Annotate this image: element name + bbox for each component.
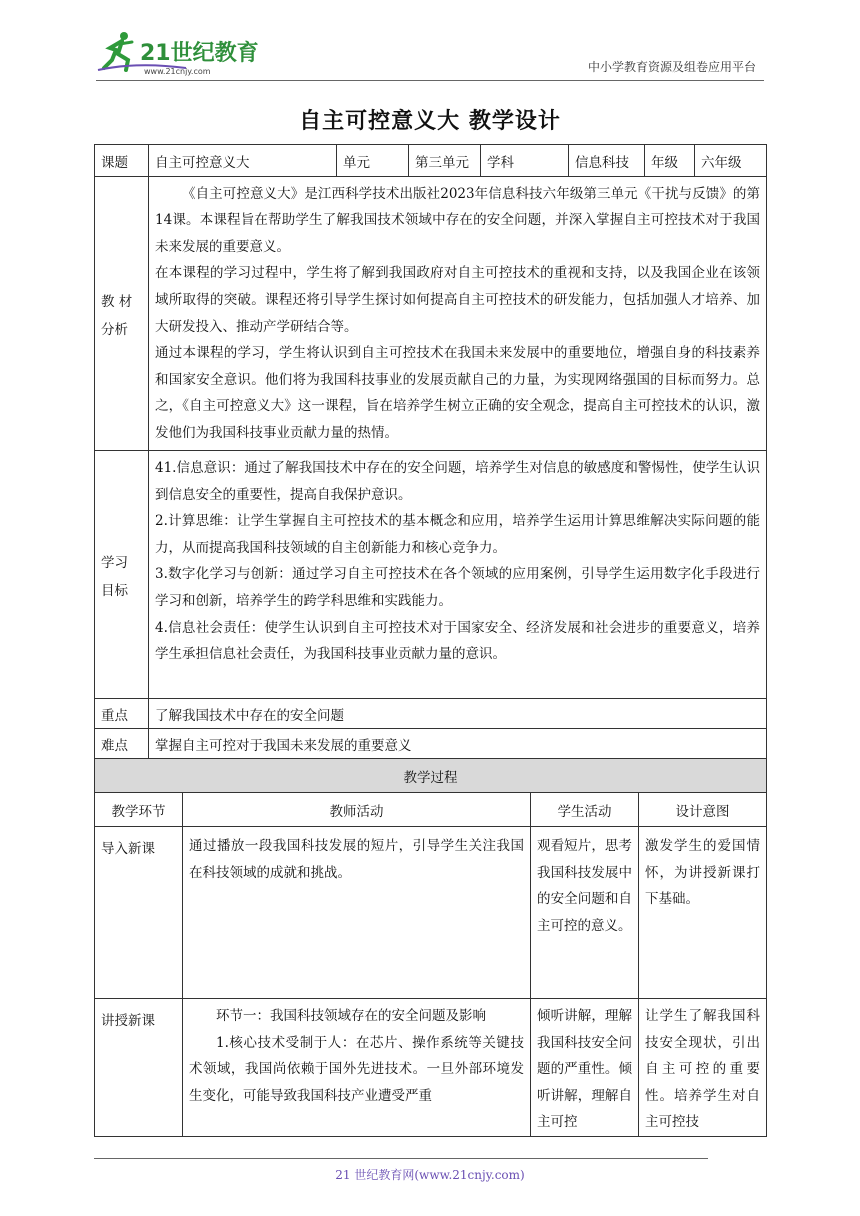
stage-cell: 讲授新课 <box>95 999 183 1137</box>
difficulty-value: 掌握自主可控对于我国未来发展的重要意义 <box>149 729 767 759</box>
process-row-intro <box>95 827 767 999</box>
analysis-label: 教 材 分析 <box>95 177 149 451</box>
intent-cell <box>639 827 767 999</box>
teacher-cell <box>183 999 531 1137</box>
analysis-row <box>95 177 767 451</box>
objectives-content <box>149 451 767 699</box>
document-title: 自主可控意义大 教学设计 <box>299 109 561 134</box>
design-intent: 激发学生的爱国情怀，为讲授新课打下基础。 <box>645 838 760 908</box>
topic-value: 自主可控意义大 <box>149 145 337 177</box>
teaching-process-table <box>94 758 767 1137</box>
process-row-new-lesson <box>95 999 767 1137</box>
footer-divider <box>94 1158 708 1159</box>
teacher-cell <box>183 827 531 999</box>
subject-value: 信息科技 <box>569 145 645 177</box>
objectives-label: 学习 目标 <box>95 451 149 699</box>
difficulty-label: 难点 <box>95 729 149 759</box>
analysis-paragraph: 《自主可控意义大》是江西科学技术出版社2023年信息科技六年级第三单元《干扰与反馈》的第14课。本课程旨在帮助学生了解我国技术领域中存在的安全问题，并深入掌握自主可控技术对于我国未来发展的重要意义。 <box>155 185 760 255</box>
process-title-row <box>95 759 767 793</box>
header-intent: 设计意图 <box>639 793 767 827</box>
header-student: 学生活动 <box>531 793 639 827</box>
student-cell <box>531 827 639 999</box>
logo-url: www.21cnjy.com <box>144 67 211 76</box>
unit-label: 单元 <box>337 145 409 177</box>
teacher-activity: 通过播放一段我国科技发展的短片，引导学生关注我国在科技领域的成就和挑战。 <box>189 838 524 881</box>
logo-text: 21世纪教育 <box>140 41 259 66</box>
header-stage: 教学环节 <box>95 793 183 827</box>
teacher-activity: 1.核心技术受制于人：在芯片、操作系统等关键技术领域，我国尚依赖于国外先进技术。一旦外部环境发生变化，可能导致我国科技产业遭受严重 <box>189 1034 524 1104</box>
objectives-row <box>95 451 767 699</box>
student-activity: 观看短片，思考我国科技发展中的安全问题和自主可控的意义。 <box>537 838 632 934</box>
header-divider <box>96 80 764 81</box>
process-header-row <box>95 793 767 827</box>
objective-item: 3.数字化学习与创新：通过学习自主可控技术在各个领域的应用案例，引导学生运用数字化手段进行学习和创新，培养学生的跨学科思维和实践能力。 <box>155 566 760 609</box>
info-row <box>95 145 767 177</box>
stage-cell: 导入新课 <box>95 827 183 999</box>
grade-label: 年级 <box>645 145 695 177</box>
footer-link[interactable]: 21 世纪教育网(www.21cnjy.com) <box>335 1168 525 1182</box>
analysis-paragraph: 在本课程的学习过程中，学生将了解到我国政府对自主可控技术的重视和支持，以及我国企业在该领域所取得的突破。课程还将引导学生探讨如何提高自主可控技术的研发能力，包括加强人才培养、加大研发投入、推动产学研结合等。 <box>155 265 760 335</box>
page-header <box>0 0 860 90</box>
logo <box>96 30 266 78</box>
key-point-row <box>95 699 767 729</box>
design-intent: 让学生了解我国科技安全现状，引出自主可控的重要性。培养学生对自主可控技 <box>645 1008 760 1131</box>
unit-value: 第三单元 <box>409 145 481 177</box>
objective-item: 4.信息社会责任：使学生认识到自主可控技术对于国家安全、经济发展和社会进步的重要意义，培养学生承担信息社会责任，为我国科技事业贡献力量的意识。 <box>155 619 760 663</box>
subject-label: 学科 <box>481 145 569 177</box>
objective-item: 2.计算思维：让学生掌握自主可控技术的基本概念和应用，培养学生运用计算思维解决实际问题的能力，从而提高我国科技领域的自主创新能力和核心竞争力。 <box>155 513 760 556</box>
key-point-label: 重点 <box>95 699 149 729</box>
difficulty-row <box>95 729 767 759</box>
objective-item: 41.信息意识：通过了解我国技术中存在的安全问题，培养学生对信息的敏感度和警惕性，使学生认识到信息安全的重要性，提高自我保护意识。 <box>155 460 760 503</box>
lesson-info-table <box>94 144 767 759</box>
grade-value: 六年级 <box>695 145 767 177</box>
header-teacher: 教师活动 <box>183 793 531 827</box>
intent-cell <box>639 999 767 1137</box>
topic-label: 课题 <box>95 145 149 177</box>
student-cell <box>531 999 639 1137</box>
analysis-paragraph: 通过本课程的学习，学生将认识到自主可控技术在我国未来发展中的重要地位，增强自身的科技素养和国家安全意识。他们将为我国科技事业的发展贡献自己的力量，为实现网络强国的目标而努力。总之，《自主可控意义大》这一课程，旨在培养学生树立正确的安全观念，提高自主可控技术的认识，激发他们为我国科技事业贡献力量的热情。 <box>155 345 760 441</box>
key-point-value: 了解我国技术中存在的安全问题 <box>149 699 767 729</box>
analysis-content <box>149 177 767 451</box>
platform-name: 中小学教育资源及组卷应用平台 <box>587 60 756 74</box>
student-activity: 倾听讲解，理解我国科技安全问题的严重性。倾听讲解，理解自主可控 <box>537 1008 632 1131</box>
process-title: 教学过程 <box>95 759 767 793</box>
teacher-activity: 环节一：我国科技领域存在的安全问题及影响 <box>216 1008 486 1024</box>
